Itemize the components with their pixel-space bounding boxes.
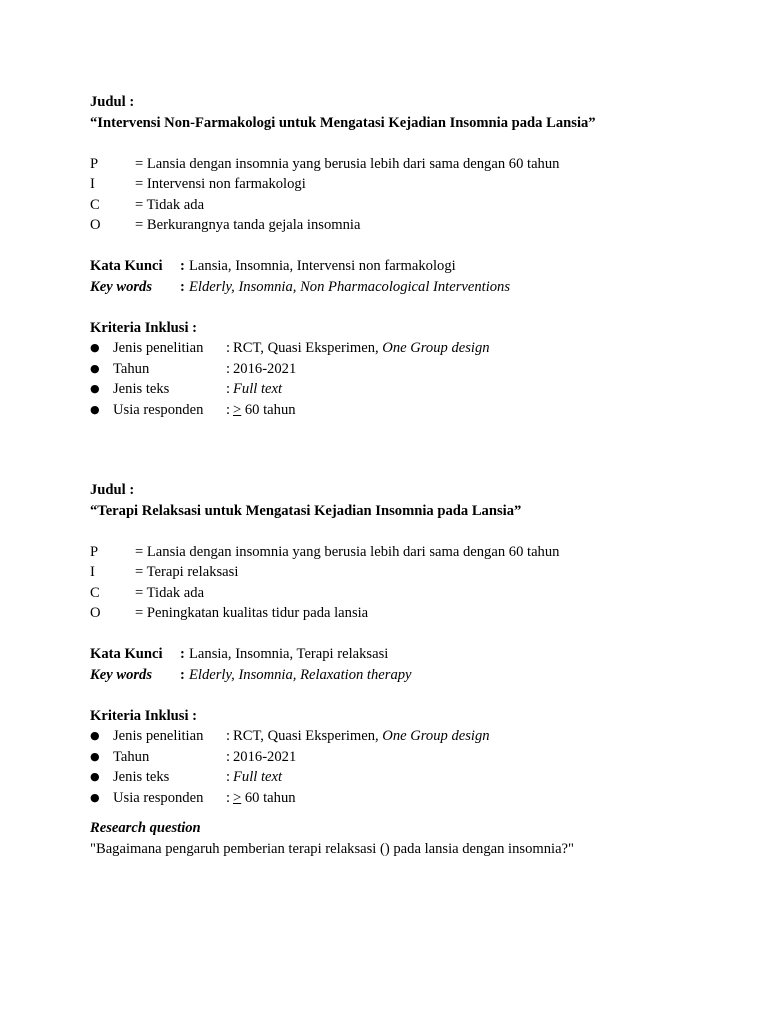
pico-item <box>90 215 730 236</box>
pico-text: = Intervensi non farmakologi <box>135 176 306 192</box>
colon: : <box>226 381 231 397</box>
kriteria-label-text: Jenis penelitian <box>113 728 204 744</box>
bullet-icon: ● <box>90 361 100 375</box>
kriteria-item <box>90 338 730 359</box>
colon: : <box>226 340 231 356</box>
pico-list <box>90 542 730 624</box>
kriteria-value <box>233 788 296 809</box>
kriteria-value: Full text <box>233 769 283 785</box>
key-words-row <box>90 665 730 686</box>
pico-letter: P <box>90 543 99 560</box>
key-words-value: Elderly, Insomnia, Non Pharmacological Interventions <box>189 278 511 295</box>
colon: : <box>180 278 185 295</box>
colon: : <box>180 646 185 662</box>
kriteria-value: Full text <box>233 381 283 397</box>
judul-label: Judul : <box>90 482 135 498</box>
bullet-icon: ● <box>90 382 100 395</box>
pico-letter: O <box>90 605 101 621</box>
pico-item <box>90 603 730 624</box>
pico-item <box>90 542 730 563</box>
study-block-1 <box>90 92 730 420</box>
kriteria-item <box>90 726 730 747</box>
pico-letter: P <box>90 155 99 172</box>
research-question-label: Research question <box>90 820 201 836</box>
pico-text: = Peningkatan kualitas tidur pada lansia <box>135 605 369 621</box>
study-title: “Intervensi Non-Farmakologi untuk Mengatasi Kejadian Insomnia pada Lansia” <box>90 114 596 131</box>
kriteria-value <box>233 400 296 421</box>
kriteria-label-text: Usia responden <box>113 401 204 418</box>
kriteria-value-text: 60 tahun <box>241 401 296 418</box>
colon: : <box>226 769 231 785</box>
kriteria-item <box>90 379 730 400</box>
gte-symbol: > <box>233 401 242 418</box>
judul-label: Judul : <box>90 94 135 110</box>
kriteria-label-text: Tahun <box>113 360 150 377</box>
kriteria-value-text: RCT, Quasi Eksperimen, <box>233 728 383 744</box>
bullet-icon: ● <box>90 790 100 804</box>
kriteria-value: 2016-2021 <box>233 360 297 377</box>
pico-text: = Lansia dengan insomnia yang berusia lebih dari sama dengan 60 tahun <box>135 543 560 560</box>
pico-letter: C <box>90 584 100 601</box>
kriteria-label-text: Tahun <box>113 748 150 765</box>
kriteria-item <box>90 767 730 788</box>
kriteria-value <box>233 338 490 359</box>
kata-kunci-label: Kata Kunci <box>90 646 163 662</box>
kriteria-value: 2016-2021 <box>233 748 297 765</box>
kriteria-value-italic: One Group design <box>382 340 490 356</box>
kriteria-label: Kriteria Inklusi : <box>90 319 198 336</box>
kriteria-label: Kriteria Inklusi : <box>90 707 198 724</box>
colon: : <box>180 666 185 683</box>
kriteria-list <box>90 726 730 808</box>
kriteria-list <box>90 338 730 420</box>
bullet-icon: ● <box>90 749 100 763</box>
pico-letter: I <box>90 564 95 580</box>
study-block-2 <box>90 480 730 859</box>
pico-letter: I <box>90 176 95 192</box>
colon: : <box>226 401 231 418</box>
pico-letter: C <box>90 196 100 213</box>
key-words-value: Elderly, Insomnia, Relaxation therapy <box>189 666 412 683</box>
kriteria-label-text: Usia responden <box>113 789 204 806</box>
kriteria-item <box>90 400 730 421</box>
pico-item <box>90 154 730 175</box>
pico-item <box>90 583 730 604</box>
kriteria-label-text: Jenis penelitian <box>113 340 204 356</box>
pico-item <box>90 195 730 216</box>
key-words-label: Key words <box>90 666 153 683</box>
kriteria-value-text: RCT, Quasi Eksperimen, <box>233 340 383 356</box>
bullet-icon: ● <box>90 770 100 783</box>
kriteria-label-text: Jenis teks <box>113 381 170 397</box>
kata-kunci-label: Kata Kunci <box>90 258 163 274</box>
colon: : <box>226 789 231 806</box>
pico-text: = Tidak ada <box>135 584 205 601</box>
key-words-label: Key words <box>90 278 153 295</box>
kriteria-value-text: 60 tahun <box>241 789 296 806</box>
research-question-text: "Bagaimana pengaruh pemberian terapi relaksasi () pada lansia dengan insomnia?" <box>90 840 574 857</box>
pico-text: = Terapi relaksasi <box>135 564 239 580</box>
pico-letter: O <box>90 217 101 233</box>
kriteria-label-text: Jenis teks <box>113 769 170 785</box>
kata-kunci-value: Lansia, Insomnia, Intervensi non farmakologi <box>189 258 456 274</box>
kriteria-item <box>90 747 730 768</box>
pico-item <box>90 562 730 583</box>
colon: : <box>226 748 231 765</box>
colon: : <box>180 258 185 274</box>
colon: : <box>226 728 231 744</box>
pico-list <box>90 154 730 236</box>
pico-text: = Berkurangnya tanda gejala insomnia <box>135 217 361 233</box>
kriteria-value <box>233 726 490 747</box>
bullet-icon: ● <box>90 341 100 354</box>
study-title: “Terapi Relaksasi untuk Mengatasi Kejadian Insomnia pada Lansia” <box>90 502 522 519</box>
bullet-icon: ● <box>90 729 100 742</box>
bullet-icon: ● <box>90 402 100 416</box>
gte-symbol: > <box>233 789 242 806</box>
pico-text: = Tidak ada <box>135 196 205 213</box>
colon: : <box>226 360 231 377</box>
kata-kunci-value: Lansia, Insomnia, Terapi relaksasi <box>189 646 389 662</box>
pico-text: = Lansia dengan insomnia yang berusia lebih dari sama dengan 60 tahun <box>135 155 560 172</box>
kata-kunci-row <box>90 256 730 277</box>
kata-kunci-row <box>90 644 730 665</box>
pico-item <box>90 174 730 195</box>
key-words-row <box>90 277 730 298</box>
kriteria-item <box>90 359 730 380</box>
kriteria-item <box>90 788 730 809</box>
kriteria-value-italic: One Group design <box>382 728 490 744</box>
